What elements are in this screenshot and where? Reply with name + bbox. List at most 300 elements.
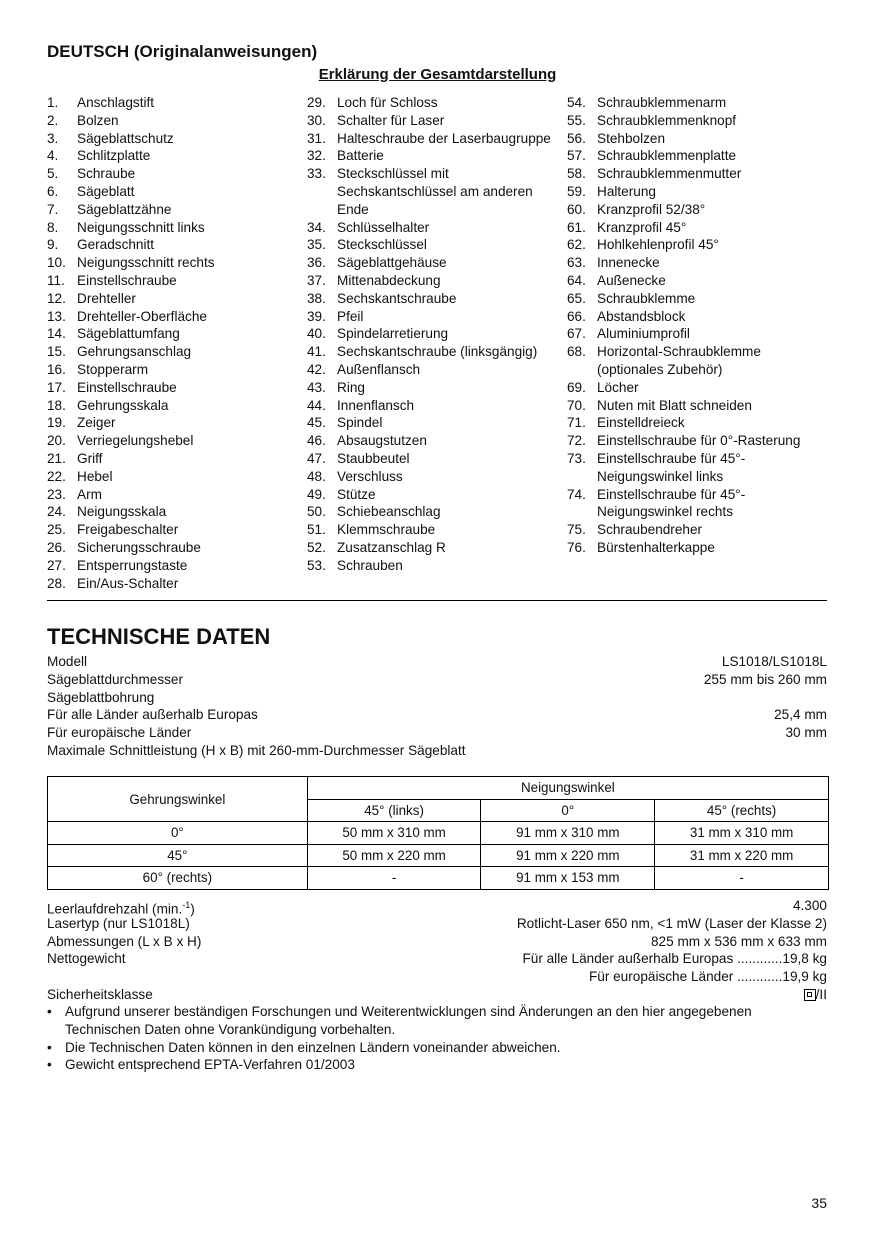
safety-class-value: /II (815, 986, 827, 1002)
weight-sub-label: Für alle Länder außerhalb Europas (522, 951, 734, 967)
legend-item (307, 343, 559, 361)
legend-item-label: Nuten mit Blatt schneiden (597, 397, 752, 413)
spec-row-bore (47, 689, 827, 707)
note-item (47, 1039, 827, 1057)
table-cell: 91 mm x 310 mm (481, 822, 655, 845)
legend-item-number: 40. (307, 326, 326, 342)
legend-item (47, 325, 297, 343)
legend-item (307, 432, 559, 450)
legend-item-label: Halterung (597, 183, 656, 199)
legend-item-number: 73. (567, 450, 586, 466)
legend-item-label: Stehbolzen (597, 130, 666, 146)
legend-item (567, 147, 829, 165)
legend-item (307, 450, 559, 468)
legend-item-label: Sicherungsschraube (77, 539, 201, 555)
legend-item-label: Schraubklemmenknopf (597, 112, 737, 128)
legend-item-label: Bürstenhalterkappe (597, 539, 715, 555)
legend-item-number: 44. (307, 397, 326, 413)
legend-item (47, 343, 297, 361)
legend-item-number: 4. (47, 148, 59, 164)
legend-item-number: 24. (47, 504, 66, 520)
legend-item-label: Kranzprofil 45° (597, 219, 687, 235)
leader-dots: ............ (737, 969, 783, 985)
legend-item (47, 130, 297, 148)
legend-item-number: 17. (47, 379, 66, 395)
legend-item-label: Innenecke (597, 255, 660, 271)
legend-item-label: Zeiger (77, 415, 116, 431)
legend-item (47, 521, 297, 539)
legend-item-number: 42. (307, 361, 326, 377)
legend-item-label: Geradschnitt (77, 237, 155, 253)
note-text: Aufgrund unserer beständigen Forschungen und Weiterentwicklungen sind Änderungen an den hier angegebenen Technischen Daten ohne Vorankündigung vorbehalten. (65, 1004, 752, 1037)
legend-item-label: Kranzprofil 52/38° (597, 201, 706, 217)
legend-item-number: 68. (567, 344, 586, 360)
legend-item-label: Verriegelungshebel (77, 433, 194, 449)
legend-item-number: 7. (47, 201, 59, 217)
legend-item (47, 432, 297, 450)
bullet: • (47, 1004, 52, 1019)
legend-item-label: Anschlagstift (77, 95, 155, 110)
legend-item-label: Löcher (597, 379, 639, 395)
legend-item-label: Neigungsskala (77, 504, 167, 520)
legend-item (307, 557, 559, 575)
legend-item-label: Schraubklemme (597, 290, 696, 306)
legend-item-number: 34. (307, 219, 326, 235)
note-text: Gewicht entsprechend EPTA-Verfahren 01/2003 (65, 1057, 355, 1073)
weight-sub-label: Für europäische Länder (588, 969, 734, 985)
legend-item-number: 29. (307, 95, 326, 110)
bevel-header: Neigungswinkel (307, 777, 828, 800)
legend-item (47, 201, 297, 219)
legend-column-1 (47, 94, 297, 592)
legend-item-label: Schlitzplatte (77, 148, 151, 164)
legend-item-number: 23. (47, 486, 66, 502)
table-header-row (48, 777, 829, 800)
legend-item-number: 6. (47, 183, 59, 199)
legend-item-label: Sägeblattumfang (77, 326, 180, 342)
legend-item-number: 32. (307, 148, 326, 164)
legend-item-number: 75. (567, 522, 586, 538)
legend-item-number: 54. (567, 95, 586, 110)
legend-item-label: Einstellschraube für 45°-Neigungswinkel links (597, 450, 746, 484)
legend-item-label: Mittenabdeckung (337, 272, 441, 288)
spec-label: Lasertyp (nur LS1018L) (47, 915, 190, 931)
legend-item (307, 468, 559, 486)
legend-item-number: 26. (47, 539, 66, 555)
spec-label (47, 897, 195, 915)
miter-cell: 60° (rechts) (48, 867, 308, 890)
legend-item-number: 72. (567, 433, 586, 449)
bevel-col-header: 45° (rechts) (655, 799, 829, 822)
legend-item (307, 272, 559, 290)
legend-item (567, 308, 829, 326)
legend-item-label: Aluminiumprofil (597, 326, 690, 342)
table-row (48, 867, 829, 890)
legend-item-number: 12. (47, 290, 66, 306)
table-cell: 50 mm x 220 mm (307, 844, 481, 867)
legend-item-label: Drehteller-Oberfläche (77, 308, 207, 324)
miter-header: Gehrungswinkel (48, 777, 308, 822)
legend-item (567, 165, 829, 183)
legend-item-label: Stopperarm (77, 361, 149, 377)
legend-item-label: Schrauben (337, 557, 403, 573)
note-text: Die Technischen Daten können in den einzelnen Ländern voneinander abweichen. (65, 1039, 561, 1055)
legend-item (47, 575, 297, 593)
legend-item (307, 254, 559, 272)
legend-item-number: 22. (47, 468, 66, 484)
legend-item (307, 219, 559, 237)
legend-item-label: Sägeblattzähne (77, 201, 172, 217)
legend-item (307, 397, 559, 415)
legend-item-label: Gehrungsanschlag (77, 344, 192, 360)
legend-item-number: 43. (307, 379, 326, 395)
legend-item-label: Ring (337, 379, 365, 395)
spec-value: LS1018/LS1018L (721, 654, 827, 669)
legend-item-number: 48. (307, 468, 326, 484)
legend-item-label: Sechskantschraube (linksgängig) (337, 344, 538, 360)
legend-item (307, 521, 559, 539)
legend-item-number: 9. (47, 237, 59, 253)
spec-block-top (47, 653, 827, 760)
legend-item-label: Absaugstutzen (337, 433, 427, 449)
table-cell: - (655, 867, 829, 890)
speed-label-text: Leerlaufdrehzahl (min. (47, 901, 183, 917)
legend-item-label: Abstandsblock (597, 308, 686, 324)
legend-item-number: 16. (47, 361, 66, 377)
legend-item-number: 64. (567, 272, 586, 288)
spec-value: 255 mm bis 260 mm (703, 671, 827, 687)
legend-item (567, 379, 829, 397)
spec-label: Sägeblattdurchmesser (47, 671, 184, 687)
legend-item-number: 11. (47, 272, 65, 288)
legend-item-label: Sägeblattschutz (77, 130, 174, 146)
legend-item-label: Einstellschraube (77, 379, 177, 395)
legend-item (47, 236, 297, 254)
legend-item (567, 183, 829, 201)
table-row (48, 844, 829, 867)
legend-item-number: 71. (567, 415, 586, 431)
spec-row-safety (47, 986, 827, 1004)
legend-item-number: 41. (307, 344, 326, 360)
note-item (47, 1056, 827, 1074)
spec-value: Rotlicht-Laser 650 nm, <1 mW (Laser der Klasse 2) (516, 915, 827, 931)
legend-item-label: Batterie (337, 148, 384, 164)
legend-item-number: 1. (47, 95, 59, 110)
legend-item (47, 254, 297, 272)
legend-item (47, 183, 297, 201)
legend-item-label: Pfeil (337, 308, 364, 324)
spec-label: Nettogewicht (47, 951, 126, 967)
legend-heading: Erklärung der Gesamtdarstellung (318, 66, 557, 83)
spec-value (589, 968, 827, 986)
legend-item (307, 486, 559, 504)
legend-item-label: Spindel (337, 415, 383, 431)
spec-label: Abmessungen (L x B x H) (47, 933, 202, 949)
legend-item (567, 486, 829, 522)
legend-item-number: 28. (47, 575, 66, 591)
legend-item-label: Spindelarretierung (337, 326, 449, 342)
legend-item-number: 38. (307, 290, 326, 306)
spec-label: Maximale Schnittleistung (H x B) mit 260-mm-Durchmesser Sägeblatt (47, 742, 466, 758)
legend-item (567, 94, 829, 112)
legend-item (47, 272, 297, 290)
legend-item-number: 62. (567, 237, 586, 253)
legend-item (567, 432, 829, 450)
legend-item-number: 49. (307, 486, 326, 502)
table-cell: 31 mm x 310 mm (655, 822, 829, 845)
legend-item-number: 21. (47, 450, 66, 466)
spec-value: 25,4 mm (774, 707, 827, 723)
legend-item-number: 31. (307, 130, 326, 146)
legend-item-number: 63. (567, 255, 586, 271)
legend-item-number: 66. (567, 308, 586, 324)
legend-item-number: 39. (307, 308, 326, 324)
legend-item (47, 290, 297, 308)
legend-item-number: 8. (47, 219, 59, 235)
legend-item-label: Einstellschraube für 45°-Neigungswinkel rechts (597, 486, 746, 520)
notes-list (47, 1003, 827, 1074)
legend-item-label: Neigungsschnitt rechts (77, 255, 215, 271)
legend-item (567, 236, 829, 254)
spec-value: 825 mm x 536 mm x 633 mm (650, 933, 827, 949)
table-cell: 91 mm x 220 mm (481, 844, 655, 867)
note-item (47, 1003, 827, 1039)
legend-item (47, 165, 297, 183)
legend-item (47, 147, 297, 165)
legend-item-label: Staubbeutel (337, 450, 410, 466)
legend-item-number: 52. (307, 539, 326, 555)
legend-item-number: 47. (307, 450, 326, 466)
legend-item (47, 94, 297, 112)
legend-item-label: Gehrungsskala (77, 397, 169, 413)
legend-item-label: Schraubklemmenmutter (597, 166, 742, 182)
legend-item-number: 70. (567, 397, 586, 413)
legend-item (567, 130, 829, 148)
legend-item-number: 19. (47, 415, 66, 431)
legend-item (307, 236, 559, 254)
legend-item-label: Arm (77, 486, 102, 502)
legend-item (47, 486, 297, 504)
legend-item-number: 67. (567, 326, 586, 342)
legend-item-label: Neigungsschnitt links (77, 219, 205, 235)
legend-item-number: 60. (567, 201, 586, 217)
legend-item-number: 51. (307, 522, 326, 538)
legend-item-label: Schraubklemmenarm (597, 95, 727, 110)
legend-item-number: 59. (567, 183, 586, 199)
legend-item (307, 361, 559, 379)
legend-item-number: 25. (47, 522, 66, 538)
legend-item-label: Schraubklemmenplatte (597, 148, 737, 164)
legend-item-number: 74. (567, 486, 586, 502)
legend-item-label: Stütze (337, 486, 376, 502)
legend-item-number: 15. (47, 344, 66, 360)
spec-value (522, 950, 827, 968)
spec-row-laser (47, 915, 827, 933)
legend-item (567, 414, 829, 432)
legend-item-label: Halteschraube der Laserbaugruppe (337, 130, 551, 146)
legend-item-label: Griff (77, 450, 103, 466)
legend-item-label: Loch für Schloss (337, 95, 438, 110)
bevel-col-header: 0° (481, 799, 655, 822)
legend-item-label: Sechskantschraube (337, 290, 457, 306)
spec-value (804, 986, 827, 1004)
legend-item (567, 201, 829, 219)
legend-item-label: Schlüsselhalter (337, 219, 430, 235)
legend-item (307, 379, 559, 397)
legend-item-label: Hebel (77, 468, 113, 484)
legend-item-label: Drehteller (77, 290, 136, 306)
legend-item (307, 94, 559, 112)
legend-item (567, 272, 829, 290)
legend-item (307, 325, 559, 343)
legend-item (307, 503, 559, 521)
legend-item (47, 557, 297, 575)
legend-item (567, 325, 829, 343)
legend-item-number: 35. (307, 237, 326, 253)
legend-item (567, 539, 829, 557)
legend-item-label: Ein/Aus-Schalter (77, 575, 179, 591)
table-cell: - (307, 867, 481, 890)
double-insulation-icon (804, 989, 816, 1001)
spec-label: Sicherheitsklasse (47, 986, 153, 1002)
table-cell: 31 mm x 220 mm (655, 844, 829, 867)
legend-column-3 (567, 94, 829, 557)
legend-column-2 (307, 94, 559, 575)
legend-item-number: 33. (307, 166, 326, 182)
legend-item-number: 76. (567, 539, 586, 555)
legend-item-number: 30. (307, 112, 326, 128)
legend-item-number: 36. (307, 255, 326, 271)
legend-item (307, 165, 559, 218)
legend-item-number: 55. (567, 112, 586, 128)
legend-item-number: 65. (567, 290, 586, 306)
legend-item (47, 361, 297, 379)
section-divider (47, 600, 827, 601)
legend-item-label: Innenflansch (337, 397, 415, 413)
legend-item-number: 57. (567, 148, 586, 164)
legend-item (47, 379, 297, 397)
spec-value: 4.300 (792, 898, 827, 913)
legend-item (47, 112, 297, 130)
legend-item-number: 45. (307, 415, 326, 431)
legend-item (47, 450, 297, 468)
legend-item-number: 5. (47, 166, 59, 182)
legend-item (47, 468, 297, 486)
legend-item-label: Steckschlüssel mit Sechskantschlüssel am anderen Ende (337, 166, 533, 217)
legend-item-number: 69. (567, 379, 586, 395)
spec-label: Sägeblattbohrung (47, 689, 155, 705)
legend-item (47, 503, 297, 521)
legend-item (567, 112, 829, 130)
spec-row-model (47, 653, 827, 671)
legend-item (567, 397, 829, 415)
legend-item-label: Sägeblatt (77, 183, 135, 199)
spec-row-weight (47, 950, 827, 968)
legend-item (567, 521, 829, 539)
legend-item-number: 50. (307, 504, 326, 520)
legend-item-label: Klemmschraube (337, 522, 436, 538)
legend-item-number: 53. (307, 557, 326, 573)
legend-item (307, 414, 559, 432)
spec-label: Modell (47, 654, 88, 669)
spec-label: Für europäische Länder (47, 725, 192, 741)
legend-item-label: Einstellschraube für 0°-Rasterung (597, 433, 801, 449)
legend-item-number: 2. (47, 112, 59, 128)
legend-item-label: Einstelldreieck (597, 415, 685, 431)
bevel-col-header: 45° (links) (307, 799, 481, 822)
miter-cell: 0° (48, 822, 308, 845)
legend-item (307, 308, 559, 326)
legend-item-number: 27. (47, 557, 66, 573)
page-heading: DEUTSCH (Originalanweisungen) (47, 42, 318, 61)
miter-cell: 45° (48, 844, 308, 867)
legend-item-label: Freigabeschalter (77, 522, 179, 538)
legend-item (307, 112, 559, 130)
spec-row-bore-non-eu (47, 706, 827, 724)
legend-item-number: 37. (307, 272, 326, 288)
legend-item-label: Sägeblattgehäuse (337, 255, 447, 271)
spec-row-weight-eu (47, 968, 827, 986)
legend-item-label: Schraube (77, 166, 136, 182)
legend-item (307, 539, 559, 557)
legend-item-number: 13. (47, 308, 66, 324)
spec-value: 30 mm (785, 725, 827, 741)
legend-item (307, 290, 559, 308)
legend-item (567, 290, 829, 308)
spec-row-speed (47, 897, 827, 915)
legend-item (47, 219, 297, 237)
weight-value: 19,8 kg (782, 951, 827, 967)
page-number: 35 (811, 1195, 827, 1211)
legend-item-label: Steckschlüssel (337, 237, 427, 253)
legend-item-number: 56. (567, 130, 586, 146)
legend-item (47, 414, 297, 432)
legend-item (307, 147, 559, 165)
legend-item-label: Entsperrungstaste (77, 557, 188, 573)
legend-item-label: Bolzen (77, 112, 119, 128)
legend-item-label: Außenflansch (337, 361, 421, 377)
legend-item-number: 3. (47, 130, 59, 146)
cutting-capacity-table (47, 776, 829, 890)
legend-item-number: 18. (47, 397, 66, 413)
legend-item-number: 10. (47, 255, 66, 271)
legend-item-label: Schraubendreher (597, 522, 703, 538)
legend-item (567, 450, 829, 486)
table-cell: 91 mm x 153 mm (481, 867, 655, 890)
legend-item (567, 343, 829, 379)
spec-row-bore-eu (47, 724, 827, 742)
legend-item-number: 14. (47, 326, 66, 342)
legend-item-label: Schiebeanschlag (337, 504, 441, 520)
legend-item-label: Hohlkehlenprofil 45° (597, 237, 719, 253)
spec-block-bottom (47, 897, 827, 1004)
legend-item (47, 397, 297, 415)
legend-item-number: 20. (47, 433, 66, 449)
legend-item-label: Einstellschraube (77, 272, 177, 288)
legend-item (567, 254, 829, 272)
legend-item-number: 61. (567, 219, 586, 235)
legend-item-label: Außenecke (597, 272, 666, 288)
spec-label: Für alle Länder außerhalb Europas (47, 707, 258, 723)
legend-item (47, 539, 297, 557)
spec-row-dimensions (47, 933, 827, 951)
table-row (48, 822, 829, 845)
legend-item-label: Schalter für Laser (337, 112, 445, 128)
spec-row-diameter (47, 671, 827, 689)
speed-unit-exponent: -1 (182, 900, 191, 910)
spec-row-max-cut (47, 742, 827, 760)
bullet: • (47, 1039, 52, 1055)
